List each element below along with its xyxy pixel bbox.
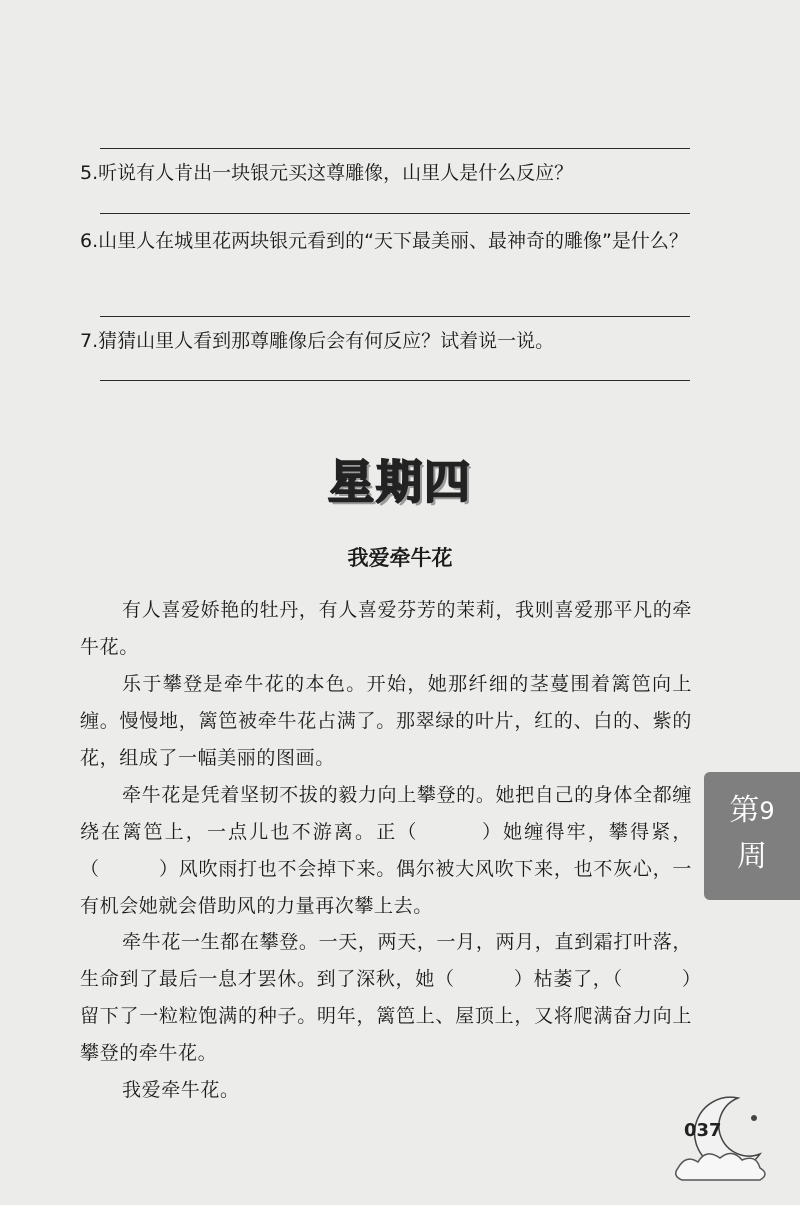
article-paragraph: 有人喜爱娇艳的牡丹，有人喜爱芬芳的茉莉，我则喜爱那平凡的牵牛花。 [80, 599, 692, 658]
question-6 [80, 222, 690, 260]
page-number: 037 [684, 1120, 722, 1141]
article-title: 我爱牵牛花 [347, 546, 453, 570]
answer-line[interactable] [100, 316, 690, 317]
question-number: 7. [80, 330, 99, 352]
question-text: 听说有人肯出一块银元买这尊雕像，山里人是什么反应？ [98, 162, 574, 184]
question-5 [80, 154, 690, 192]
week-tab-label: 周 [737, 839, 767, 874]
article-paragraph: 牵牛花是凭着坚韧不拔的毅力向上攀登的。她把自己的身体全都缠绕在篱笆上，一点儿也不游离。正（ ）她缠得牢，攀得紧，（ ）风吹雨打也不会掉下来。偶尔被大风吹下来，也不灰心，一有机会她就会借助风的力量再次攀上去。 [80, 784, 692, 917]
answer-line[interactable] [100, 213, 690, 214]
question-text: 山里人在城里花两块银元看到的“天下最美丽、最神奇的雕像”是什么？ [98, 230, 688, 252]
question-text: 猜猜山里人看到那尊雕像后会有何反应？试着说一说。 [98, 330, 555, 352]
week-tab-label: 第 [729, 793, 760, 828]
answer-line[interactable] [100, 380, 690, 381]
article-paragraph: 牵牛花一生都在攀登。一天，两天，一月，两月，直到霜打叶落，生命到了最后一息才罢休。到了深秋，她（ ）枯萎了，（ ）留下了一粒粒饱满的种子。明年，篱笆上、屋顶上，又将爬满奋力向上攀登的牵牛花。 [80, 931, 692, 1064]
article-paragraph: 乐于攀登是牵牛花的本色。开始，她那纤细的茎蔓围着篱笆向上缠。慢慢地，篱笆被牵牛花占满了。那翠绿的叶片，红的、白的、紫的花，组成了一幅美丽的图画。 [80, 673, 692, 769]
article-paragraph: 我爱牵牛花。 [122, 1079, 240, 1101]
question-7 [80, 322, 690, 360]
week-tab [704, 772, 800, 900]
question-number: 5. [80, 162, 99, 184]
day-heading: 星期四 [328, 455, 472, 509]
week-tab-number: 9 [759, 797, 775, 825]
answer-line[interactable] [100, 148, 690, 149]
question-number: 6. [80, 230, 99, 252]
